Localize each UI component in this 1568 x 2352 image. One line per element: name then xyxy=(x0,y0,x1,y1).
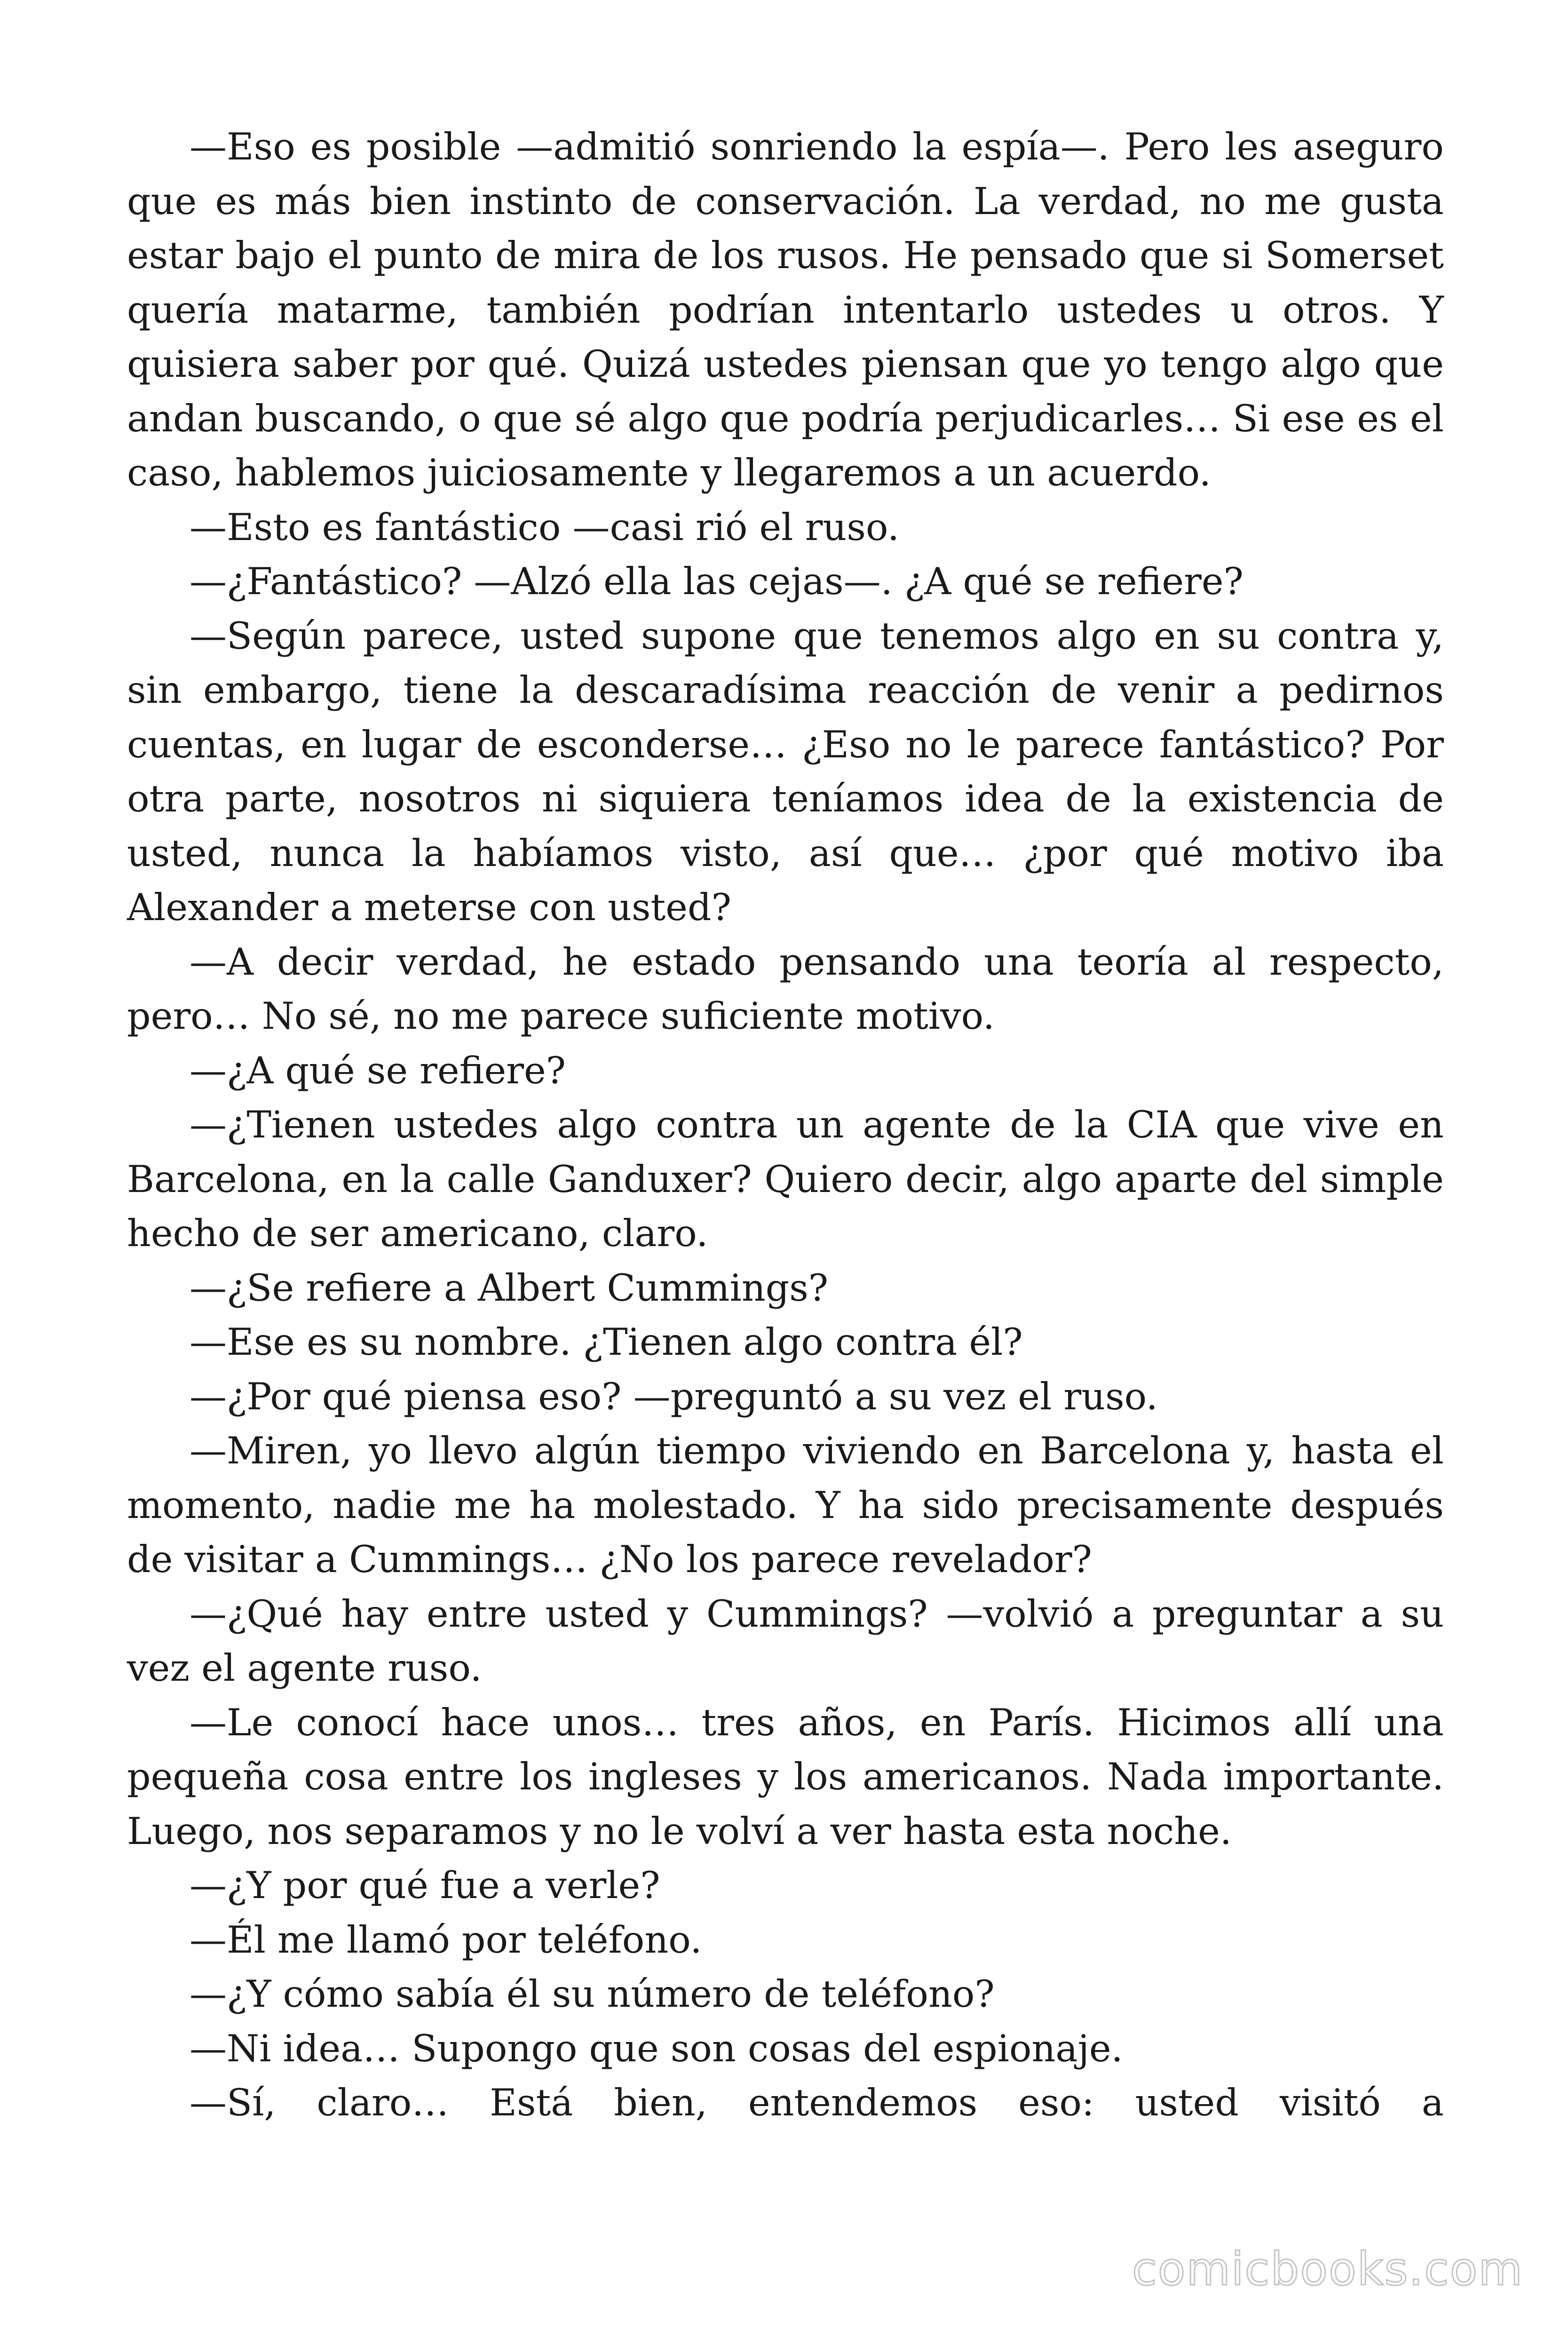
paragraph: —¿Qué hay entre usted y Cummings? —volvió a preguntar a su vez el agente ruso. xyxy=(127,1592,1444,1690)
paragraph: —Eso es posible —admitió sonriendo la espía—. Pero les aseguro que es más bien instinto de conservación. La verdad, no me gusta estar bajo el punto de mira de los rusos. He pensado que si Somerset quería matarme, también podrían intentarlo ustedes u otros. Y quisiera saber por qué. Quizá ustedes piensan que yo tengo algo que andan buscando, o que sé algo que podría perjudicarles… Si ese es el caso, hablemos juiciosamente y llegaremos a un acuerdo. xyxy=(127,125,1444,494)
paragraph: —¿A qué se refiere? xyxy=(190,1049,566,1092)
paragraph: —¿Fantástico? —Alzó ella las cejas—. ¿A qué se refiere? xyxy=(190,560,1244,603)
paragraph: —Esto es fantástico —casi rió el ruso. xyxy=(190,505,900,549)
paragraph: —Le conocí hace unos… tres años, en París. Hicimos allí una pequeña cosa entre los ingleses y los americanos. Nada importante. Luego, nos separamos y no le volví a ver hasta esta noche. xyxy=(127,1700,1444,1853)
watermark: comicbooks.com xyxy=(1132,2243,1523,2296)
paragraph: —Ese es su nombre. ¿Tienen algo contra él? xyxy=(190,1320,1023,1364)
page-text xyxy=(127,120,1444,2130)
paragraph: —¿Y cómo sabía él su número de teléfono? xyxy=(190,1972,995,2016)
paragraph: —Miren, yo llevo algún tiempo viviendo en Barcelona y, hasta el momento, nadie me ha molestado. Y ha sido precisamente después de visitar a Cummings… ¿No los parece revelador? xyxy=(127,1429,1444,1581)
paragraph: —Según parece, usted supone que tenemos algo en su contra y, sin embargo, tiene la descaradísima reacción de venir a pedirnos cuentas, en lugar de esconderse… ¿Eso no le parece fantástico? Por otra parte, nosotros ni siquiera teníamos idea de la existencia de usted, nunca la habíamos visto, así que… ¿por qué motivo iba Alexander a meterse con usted? xyxy=(127,614,1444,929)
paragraph: —¿Se refiere a Albert Cummings? xyxy=(190,1266,829,1310)
last-paragraph: —Sí, claro… Está bien, entendemos eso: usted visitó a xyxy=(190,2081,1444,2124)
paragraph: —¿Tienen ustedes algo contra un agente de la CIA que vive en Barcelona, en la calle Ganduxer? Quiero decir, algo aparte del simple hecho de ser americano, claro. xyxy=(127,1103,1444,1255)
paragraph: —¿Y por qué fue a verle? xyxy=(190,1864,660,1907)
paragraph: —Ni idea… Supongo que son cosas del espionaje. xyxy=(190,2026,1123,2070)
paragraph: —A decir verdad, he estado pensando una teoría al respecto, pero… No sé, no me parece suficiente motivo. xyxy=(127,940,1444,1038)
paragraph: —¿Por qué piensa eso? —preguntó a su vez el ruso. xyxy=(190,1375,1158,1418)
paragraph: —Él me llamó por teléfono. xyxy=(190,1918,702,1962)
